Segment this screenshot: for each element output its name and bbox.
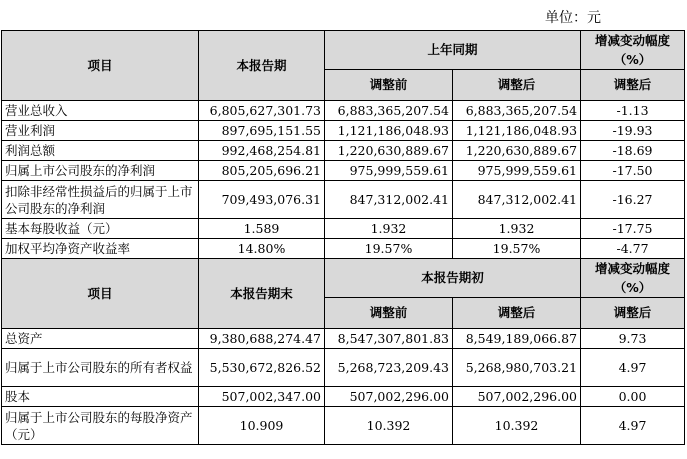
header-period-start: 本报告期初 (325, 259, 581, 298)
current-value: 9,380,688,274.47 (199, 329, 325, 349)
table-row (2, 101, 685, 121)
table-row (2, 161, 685, 181)
header-item: 项目 (2, 259, 199, 329)
table-row (2, 219, 685, 239)
current-value: 805,205,696.21 (199, 161, 325, 181)
after-adjustment-value: 19.57% (453, 239, 581, 259)
table-row (2, 181, 685, 219)
change-rate-value: -17.50 (581, 161, 685, 181)
current-value: 507,002,347.00 (199, 387, 325, 407)
header-change-after-adjustment: 调整后 (581, 70, 685, 101)
table-row (2, 407, 685, 445)
after-adjustment-value: 6,883,365,207.54 (453, 101, 581, 121)
before-adjustment-value: 847,312,002.41 (325, 181, 453, 219)
table-row (2, 121, 685, 141)
table-row (2, 239, 685, 259)
header-change-rate: 增减变动幅度（%） (581, 259, 685, 298)
after-adjustment-value: 975,999,559.61 (453, 161, 581, 181)
current-value: 992,468,254.81 (199, 141, 325, 161)
after-adjustment-value: 1,220,630,889.67 (453, 141, 581, 161)
table-row (2, 387, 685, 407)
row-label: 基本每股收益（元） (2, 219, 199, 239)
change-rate-value: 9.73 (581, 329, 685, 349)
after-adjustment-value: 847,312,002.41 (453, 181, 581, 219)
unit-label: 单位：元 (545, 10, 601, 26)
row-label: 营业总收入 (2, 101, 199, 121)
table-row (2, 141, 685, 161)
header-before-adjustment: 调整前 (325, 298, 453, 329)
change-rate-value: -4.77 (581, 239, 685, 259)
change-rate-value: -1.13 (581, 101, 685, 121)
current-value: 897,695,151.55 (199, 121, 325, 141)
row-label: 归属于上市公司股东的所有者权益 (2, 349, 199, 387)
before-adjustment-value: 1,121,186,048.93 (325, 121, 453, 141)
row-label: 股本 (2, 387, 199, 407)
change-rate-value: 0.00 (581, 387, 685, 407)
change-rate-value: -18.69 (581, 141, 685, 161)
current-value: 709,493,076.31 (199, 181, 325, 219)
before-adjustment-value: 10.392 (325, 407, 453, 445)
before-adjustment-value: 507,002,296.00 (325, 387, 453, 407)
before-adjustment-value: 19.57% (325, 239, 453, 259)
before-adjustment-value: 8,547,307,801.83 (325, 329, 453, 349)
row-label: 加权平均净资产收益率 (2, 239, 199, 259)
header-item: 项目 (2, 31, 199, 101)
current-value: 10.909 (199, 407, 325, 445)
row-label: 归属于上市公司股东的每股净资产（元） (2, 407, 199, 445)
change-rate-value: -17.75 (581, 219, 685, 239)
before-adjustment-value: 6,883,365,207.54 (325, 101, 453, 121)
table-row (2, 349, 685, 387)
table-row (2, 329, 685, 349)
after-adjustment-value: 1.932 (453, 219, 581, 239)
header-period-end: 本报告期末 (199, 259, 325, 329)
after-adjustment-value: 8,549,189,066.87 (453, 329, 581, 349)
row-label: 扣除非经常性损益后的归属于上市公司股东的净利润 (2, 181, 199, 219)
current-value: 14.80% (199, 239, 325, 259)
change-rate-value: -19.93 (581, 121, 685, 141)
header-change-after-adjustment: 调整后 (581, 298, 685, 329)
row-label: 营业利润 (2, 121, 199, 141)
header-before-adjustment: 调整前 (325, 70, 453, 101)
after-adjustment-value: 10.392 (453, 407, 581, 445)
after-adjustment-value: 507,002,296.00 (453, 387, 581, 407)
current-value: 6,805,627,301.73 (199, 101, 325, 121)
header-change-rate: 增减变动幅度（%） (581, 31, 685, 70)
current-value: 5,530,672,826.52 (199, 349, 325, 387)
section2-header-row (2, 259, 685, 298)
before-adjustment-value: 5,268,723,209.43 (325, 349, 453, 387)
before-adjustment-value: 975,999,559.61 (325, 161, 453, 181)
section1-header-row (2, 31, 685, 70)
before-adjustment-value: 1.932 (325, 219, 453, 239)
row-label: 总资产 (2, 329, 199, 349)
header-prior-period: 上年同期 (325, 31, 581, 70)
row-label: 利润总额 (2, 141, 199, 161)
row-label: 归属上市公司股东的净利润 (2, 161, 199, 181)
header-after-adjustment: 调整后 (453, 298, 581, 329)
current-value: 1.589 (199, 219, 325, 239)
financial-summary-table (1, 30, 685, 445)
change-rate-value: 4.97 (581, 349, 685, 387)
header-after-adjustment: 调整后 (453, 70, 581, 101)
change-rate-value: 4.97 (581, 407, 685, 445)
after-adjustment-value: 1,121,186,048.93 (453, 121, 581, 141)
header-current-period: 本报告期 (199, 31, 325, 101)
change-rate-value: -16.27 (581, 181, 685, 219)
before-adjustment-value: 1,220,630,889.67 (325, 141, 453, 161)
after-adjustment-value: 5,268,980,703.21 (453, 349, 581, 387)
